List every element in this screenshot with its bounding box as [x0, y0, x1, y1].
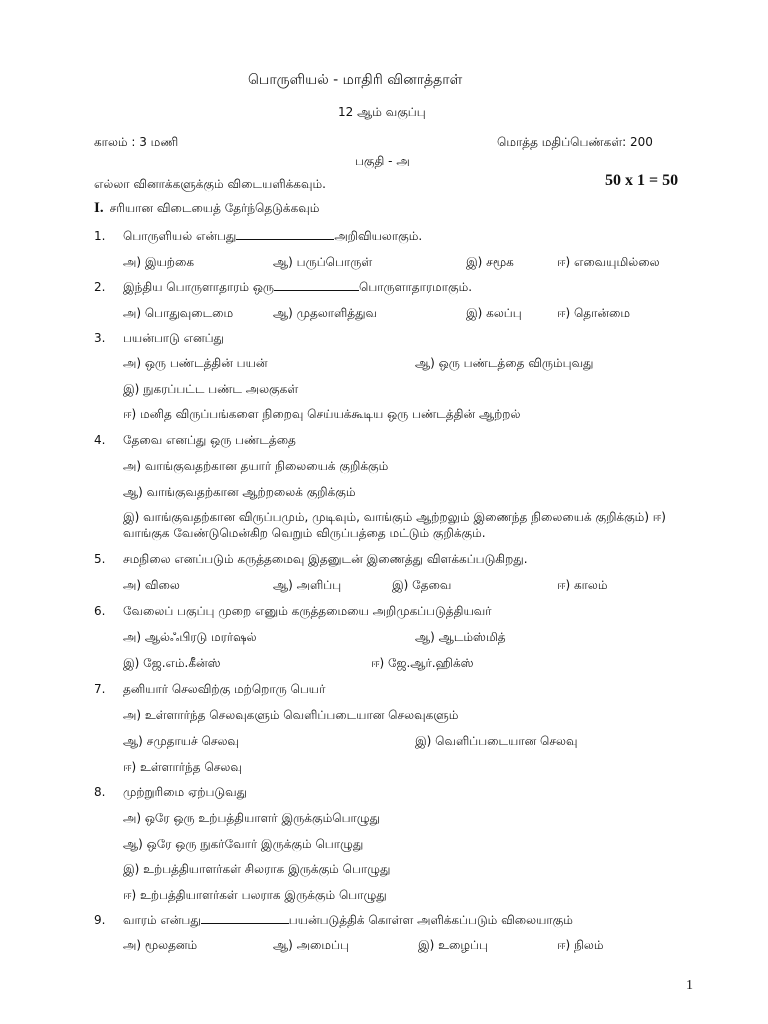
instruction-text: எல்லா வினாக்களுக்கும் விடையளிக்கவும்.	[94, 177, 326, 191]
option-a: அ) மூலதனம்	[123, 938, 198, 952]
question-text: தேவை எனப்து ஒரு பண்டத்தை	[123, 433, 296, 447]
option-c: இ) நுகரப்பட்ட பண்ட அலகுகள்	[123, 382, 299, 396]
option-d: ஈ) ஜே.ஆர்.ஹிக்ஸ்	[371, 656, 474, 670]
question-text-part: பொருளியல் என்பது	[123, 229, 237, 243]
option-a: அ) ஒரே ஒரு உற்பத்தியாளர் இருக்கும்பொழுது	[123, 811, 380, 825]
option-d: ஈ) மனித விருப்பங்களை நிறைவு செய்யக்கூடிய ஒரு பண்டத்தின் ஆற்றல்	[123, 407, 521, 421]
option-d: ஈ) காலம்	[557, 578, 608, 592]
option-c: இ) ஜே.எம்.கீன்ஸ்	[123, 656, 221, 670]
question-text	[123, 228, 422, 244]
option-c: இ) தேவை	[392, 578, 452, 592]
option-b: ஆ) முதலாளித்துவ	[273, 306, 378, 320]
question-text-part: பயன்படுத்திக் கொள்ள அளிக்கப்படும் விலையாகும்	[288, 913, 573, 927]
time-label: காலம் : 3 மணி	[94, 135, 179, 149]
option-b: ஆ) அமைப்பு	[273, 938, 349, 952]
option-d: ஈ) நிலம்	[557, 938, 604, 952]
option-a: அ) விலை	[123, 578, 180, 592]
question-text: பயன்பாடு எனப்து	[123, 331, 224, 345]
part-label: பகுதி - அ	[355, 154, 410, 168]
section-instruction: சரியான விடையைத் தேர்ந்தெடுக்கவும்	[109, 201, 320, 215]
page-number: 1	[686, 978, 693, 993]
question-number: 7.	[94, 682, 106, 696]
answer-blank	[236, 228, 334, 240]
option-d: ஈ) உள்ளார்ந்த செலவு	[123, 760, 242, 774]
question-text: சமநிலை எனப்படும் கருத்தமைவு இதனுடன் இணைத்து விளக்கப்படுகிறது.	[123, 552, 528, 566]
grade-label: 12 ஆம் வகுப்பு	[338, 105, 426, 119]
option-a: அ) பொதுவுடைமை	[123, 306, 234, 320]
option-b: ஆ) ஒரு பண்டத்தை விரும்புவது	[415, 356, 594, 370]
question-text-part: அறிவியலாகும்.	[334, 229, 423, 243]
option-d: ஈ) உற்பத்தியாளர்கள் பலராக இருக்கும் பொழுது	[123, 888, 387, 902]
question-number: 5.	[94, 552, 106, 566]
question-text-part: வாரம் என்பது	[123, 913, 201, 927]
question-number: 8.	[94, 785, 106, 799]
option-a: அ) ஆல்ஃபிரடு மரர்ஷல்	[123, 630, 257, 644]
answer-blank	[201, 912, 289, 924]
question-number: 6.	[94, 604, 106, 618]
option-b: ஆ) அளிப்பு	[273, 578, 342, 592]
question-text: தனியார் செலவிற்கு மற்றொரு பெயர்	[123, 682, 326, 696]
section-heading	[94, 200, 319, 216]
option-c: இ) உற்பத்தியாளர்கள் சிலராக இருக்கும் பொழுது	[123, 862, 391, 876]
question-text-part: இந்திய பொருளாதாரம் ஒரு	[123, 280, 274, 294]
question-number: 1.	[94, 229, 106, 243]
option-b: ஆ) பருப்பொருள்	[273, 255, 373, 269]
option-c-d: இ) வாங்குவதற்கான விருப்பமும், முடிவும், வாங்கும் ஆற்றலும் இணைந்த நிலையைக் குறிக்கும்) ஈ) வாங்குக வேண்டுமென்கிற வெறும் விருப்பத்தை மட்டும் குறிக்கும்.	[123, 510, 666, 540]
option-b: ஆ) சமுதாயச் செலவு	[123, 734, 239, 748]
question-number: 9.	[94, 913, 106, 927]
option-c: இ) சமூக	[466, 255, 514, 269]
question-text	[123, 279, 472, 295]
answer-blank	[274, 279, 359, 291]
option-c: இ) வெளிப்படையான செலவு	[415, 734, 578, 748]
question-text-part: பொருளாதாரமாகும்.	[359, 280, 473, 294]
question-text	[123, 912, 573, 928]
option-a: அ) இயற்கை	[123, 255, 194, 269]
question-number: 4.	[94, 433, 106, 447]
option-a: அ) ஒரு பண்டத்தின் பயன்	[123, 356, 268, 370]
total-marks-label: மொத்த மதிப்பெண்கள்: 200	[497, 135, 653, 149]
option-b: ஆ) ஒரே ஒரு நுகர்வோர் இருக்கும் பொழுது	[123, 837, 364, 851]
marks-formula: 50 x 1 = 50	[605, 172, 679, 189]
option-d: ஈ) தொன்மை	[557, 306, 631, 320]
question-text: முற்றுரிமை ஏற்படுவது	[123, 785, 248, 799]
question-text: வேலைப் பகுப்பு முறை எனும் கருத்தமையை அறிமுகப்படுத்தியவர்	[123, 604, 492, 618]
option-d: ஈ) எவையுமில்லை	[557, 255, 660, 269]
option-b: ஆ) ஆடம்ஸ்மித்	[415, 630, 506, 644]
option-b: ஆ) வாங்குவதற்கான ஆற்றலைக் குறிக்கும்	[123, 485, 356, 499]
question-number: 2.	[94, 280, 106, 294]
option-a: அ) வாங்குவதற்கான தயார் நிலையைக் குறிக்கும்	[123, 459, 389, 473]
question-number: 3.	[94, 331, 106, 345]
section-numeral: I.	[94, 200, 104, 216]
option-a: அ) உள்ளார்ந்த செலவுகளும் வெளிப்படையான செலவுகளும்	[123, 708, 459, 722]
option-c: இ) கலப்பு	[466, 306, 522, 320]
option-c: இ) உழைப்பு	[418, 938, 488, 952]
page-title: பொருளியல் - மாதிரி வினாத்தாள்	[248, 72, 463, 88]
